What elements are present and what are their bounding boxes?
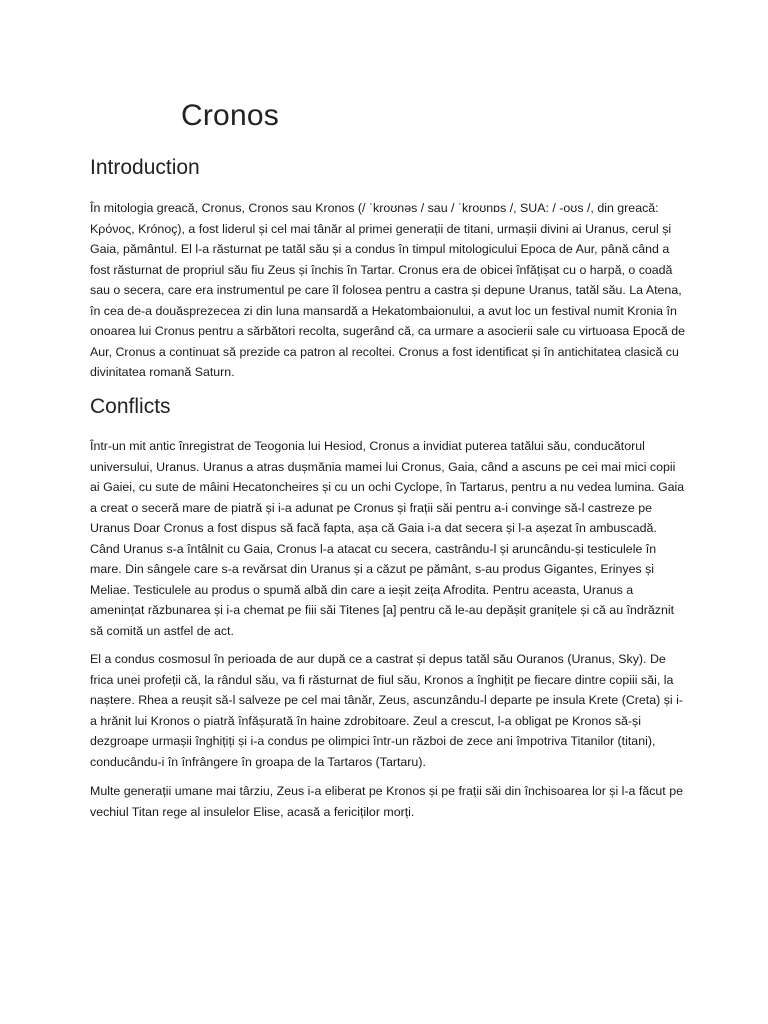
section-heading-introduction: Introduction: [90, 156, 200, 179]
conflicts-paragraph-1: Într-un mit antic înregistrat de Teogonia lui Hesiod, Cronus a invidiat puterea tatălui său, conducătorul universului, Uranus. Uranus a atras dușmănia mamei lui Cronus, Gaia, când a ascuns pe cei mai mici copii ai Gaiei, cu sute de mâini Hecatoncheires și cu un ochi Cyclope, în Tartarus, pentru a nu vedea lumina. Gaia a creat o seceră mare de piatră și i-a adunat pe Cronus și frații săi pentru a-i convinge să-l castreze pe Uranus Doar Cronus a fost dispus să facă fapta, așa că Gaia i-a dat secera și l-a așezat în ambuscadă. Când Uranus s-a întâlnit cu Gaia, Cronus l-a atacat cu secera, castrându-l și aruncându-și testiculele în mare. Din sângele care s-a revărsat din Uranus și a căzut pe pământ, s-au produs Gigantes, Erinyes și Meliae. Testiculele au produs o spumă albă din care a ieșit zeița Afrodita. Pentru aceasta, Uranus a amenințat răzbunarea și i-a chemat pe fiii săi Titenes [a] pentru că le-au depășit granițele și că au îndrăznit să comită un astfel de act.: [90, 439, 685, 638]
section-heading-conflicts: Conflicts: [90, 395, 171, 418]
introduction-paragraph: În mitologia greacă, Cronus, Cronos sau Kronos (/ ˈkroʊnəs / sau / ˈkroʊnɒs /, SUA: / -oʊs /, din greacă: Κρόνος, Krónoç), a fost liderul și cel mai tânăr al primei generații de titani, urmașii divini ai Uranus, cerul și Gaia, pământul. El l-a răsturnat pe tatăl său și a condus în timpul mitologicului Epoca de Aur, până când a fost răsturnat de propriul său fiu Zeus și închis în Tartar. Cronus era de obicei înfățișat cu o harpă, o coadă sau o secera, care era instrumentul pe care îl folosea pentru a castra și depune Uranus, tatăl său. La Atena, în cea de-a douăsprezecea zi din luna mansardă a Hekatombaionului, a avut loc un festival numit Kronia în onoarea lui Cronus pentru a sărbători recolta, sugerând că, ca urmare a asocierii sale cu virtuoasa Epocă de Aur, Cronus a continuat să prezide ca patron al recoltei. Cronus a fost identificat și în antichitatea clasică cu divinitatea romană Saturn.: [90, 201, 686, 379]
conflicts-paragraph-3: Multe generații umane mai târziu, Zeus i-a eliberat pe Kronos și pe frații săi din închisoarea lor și l-a făcut pe vechiul Titan rege al insulelor Elise, acasă a fericiților morți.: [90, 784, 683, 819]
conflicts-paragraph-2: El a condus cosmosul în perioada de aur după ce a castrat și depus tatăl său Ouranos (Uranus, Sky). De frica unei profeții că, la rândul său, va fi răsturnat de fiul său, Kronos a înghițit pe fiecare dintre copiii săi, la naștere. Rhea a reușit să-l salveze pe cel mai tânăr, Zeus, ascunzându-l departe pe insula Krete (Creta) și i-a hrănit lui Kronos o piatră înfășurată în haine zdrobitoare. Zeul a crescut, l-a obligat pe Kronos să-și dezgroape urmașii înghițiți și i-a condus pe olimpici într-un război de zece ani împotriva Titanilor (titani), conducându-i în înfrângere în groapa de la Tartaros (Tartaru).: [90, 652, 683, 769]
document-title: Cronos: [181, 99, 279, 132]
